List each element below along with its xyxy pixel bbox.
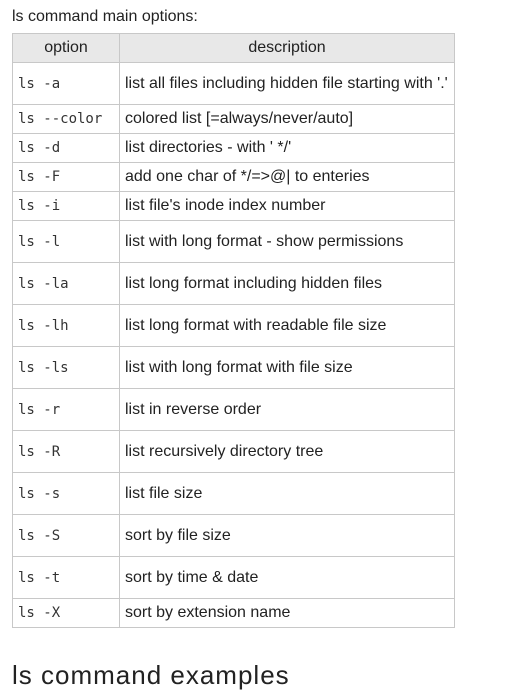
option-cell: ls -ls: [13, 347, 120, 389]
option-cell: ls --color: [13, 105, 120, 134]
intro-text: ls command main options:: [12, 8, 198, 25]
description-cell: list directories - with ' */': [120, 134, 455, 163]
options-table: [12, 33, 455, 628]
header-option: option: [13, 34, 120, 63]
option-cell: ls -S: [13, 515, 120, 557]
option-cell: ls -r: [13, 389, 120, 431]
table-row: [13, 347, 455, 389]
option-cell: ls -i: [13, 192, 120, 221]
option-cell: ls -a: [13, 63, 120, 105]
next-section-heading-text: ls command examples: [12, 660, 290, 690]
option-cell: ls -l: [13, 221, 120, 263]
option-cell: ls -la: [13, 263, 120, 305]
description-cell: sort by extension name: [120, 599, 455, 628]
table-row: [13, 473, 455, 515]
description-cell: list file size: [120, 473, 455, 515]
table-row: [13, 134, 455, 163]
option-cell: ls -t: [13, 557, 120, 599]
table-row: [13, 163, 455, 192]
table-row: [13, 305, 455, 347]
table-row: [13, 557, 455, 599]
table-row: [13, 63, 455, 105]
table-row: [13, 389, 455, 431]
table-row: [13, 192, 455, 221]
option-cell: ls -F: [13, 163, 120, 192]
option-cell: ls -R: [13, 431, 120, 473]
description-cell: list long format with readable file size: [120, 305, 455, 347]
table-row: [13, 221, 455, 263]
table-row: [13, 263, 455, 305]
next-section-heading: [12, 660, 312, 690]
table-row: [13, 599, 455, 628]
description-cell: sort by file size: [120, 515, 455, 557]
option-cell: ls -lh: [13, 305, 120, 347]
description-cell: list all files including hidden file starting with '.': [120, 63, 455, 105]
option-cell: ls -X: [13, 599, 120, 628]
description-cell: list recursively directory tree: [120, 431, 455, 473]
description-cell: add one char of */=>@| to enteries: [120, 163, 455, 192]
description-cell: list in reverse order: [120, 389, 455, 431]
option-cell: ls -s: [13, 473, 120, 515]
option-cell: ls -d: [13, 134, 120, 163]
description-cell: list file's inode index number: [120, 192, 455, 221]
description-cell: list long format including hidden files: [120, 263, 455, 305]
table-header-row: [13, 34, 455, 63]
table-row: [13, 515, 455, 557]
description-cell: sort by time & date: [120, 557, 455, 599]
table-row: [13, 431, 455, 473]
header-description: description: [120, 34, 455, 63]
description-cell: list with long format - show permissions: [120, 221, 455, 263]
description-cell: list with long format with file size: [120, 347, 455, 389]
table-row: [13, 105, 455, 134]
description-cell: colored list [=always/never/auto]: [120, 105, 455, 134]
